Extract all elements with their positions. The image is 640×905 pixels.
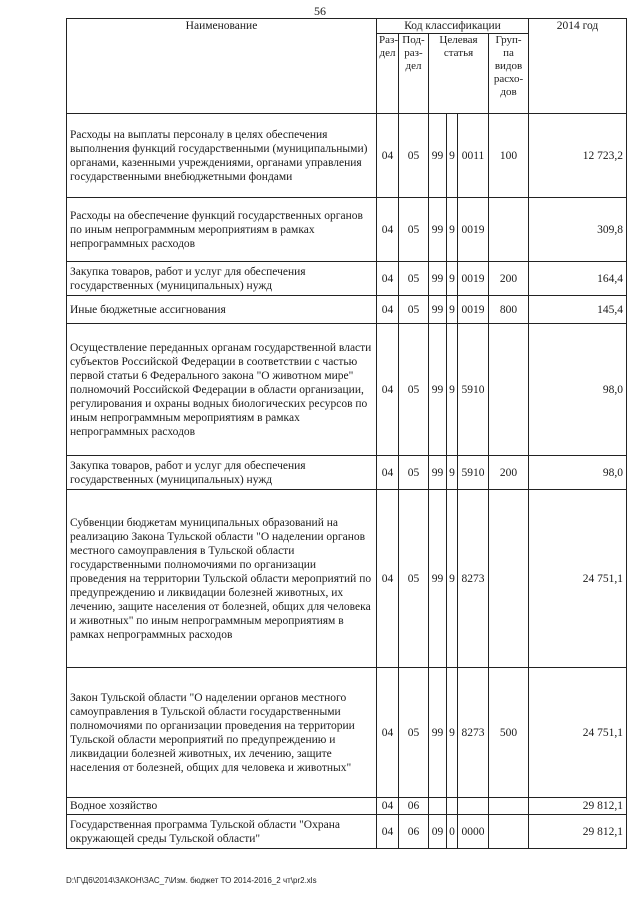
budget-table <box>66 18 627 849</box>
row-section: 04 <box>377 490 399 668</box>
row-subsection: 05 <box>399 262 429 296</box>
row-expense-group: 200 <box>489 456 529 490</box>
row-name: Водное хозяйство <box>67 798 377 815</box>
row-expense-group: 500 <box>489 668 529 798</box>
row-section: 04 <box>377 198 399 262</box>
row-target-program: 99 <box>429 296 447 324</box>
row-expense-group: 100 <box>489 114 529 198</box>
table-row <box>67 198 627 262</box>
row-subsection: 06 <box>399 798 429 815</box>
footer-file-path: D:\Г\Д6\2014\ЗАКОН\ЗАС_7\Изм. бюджет ТО 2014-2016_2 чт\pr2.xls <box>66 876 317 885</box>
row-amount: 24 751,1 <box>529 490 627 668</box>
row-expense-group <box>489 798 529 815</box>
row-target-program: 99 <box>429 262 447 296</box>
row-target-subprogram: 9 <box>447 324 458 456</box>
row-subsection: 06 <box>399 815 429 849</box>
row-target-direction <box>458 798 489 815</box>
page-number: 56 <box>314 4 326 18</box>
row-name: Иные бюджетные ассигнования <box>67 296 377 324</box>
row-target-direction: 0011 <box>458 114 489 198</box>
row-target-subprogram: 9 <box>447 296 458 324</box>
row-target-program: 99 <box>429 324 447 456</box>
row-target-program: 99 <box>429 114 447 198</box>
row-subsection: 05 <box>399 490 429 668</box>
row-target-subprogram: 0 <box>447 815 458 849</box>
table-row <box>67 815 627 849</box>
row-section: 04 <box>377 296 399 324</box>
row-section: 04 <box>377 262 399 296</box>
row-amount: 29 812,1 <box>529 798 627 815</box>
row-expense-group <box>489 490 529 668</box>
row-expense-group <box>489 198 529 262</box>
row-target-direction: 5910 <box>458 456 489 490</box>
table-row <box>67 668 627 798</box>
row-target-subprogram: 9 <box>447 668 458 798</box>
row-target-direction: 8273 <box>458 490 489 668</box>
row-target-direction: 5910 <box>458 324 489 456</box>
row-target-subprogram: 9 <box>447 262 458 296</box>
row-target-program: 99 <box>429 198 447 262</box>
header-expense-group: Груп-па видов расхо-дов <box>489 34 529 114</box>
row-name: Расходы на обеспечение функций государственных органов по иным непрограммным мероприятиям в рамках непрограммных расходов <box>67 198 377 262</box>
row-target-program: 09 <box>429 815 447 849</box>
row-target-program <box>429 798 447 815</box>
row-amount: 309,8 <box>529 198 627 262</box>
row-amount: 12 723,2 <box>529 114 627 198</box>
row-amount: 24 751,1 <box>529 668 627 798</box>
table-row <box>67 262 627 296</box>
row-target-subprogram: 9 <box>447 198 458 262</box>
row-target-program: 99 <box>429 490 447 668</box>
row-section: 04 <box>377 456 399 490</box>
row-target-subprogram <box>447 798 458 815</box>
row-target-subprogram: 9 <box>447 490 458 668</box>
row-section: 04 <box>377 114 399 198</box>
header-section: Раз-дел <box>377 34 399 114</box>
row-target-direction: 8273 <box>458 668 489 798</box>
header-subsection: Под-раз-дел <box>399 34 429 114</box>
row-target-program: 99 <box>429 456 447 490</box>
row-subsection: 05 <box>399 114 429 198</box>
row-section: 04 <box>377 798 399 815</box>
row-expense-group <box>489 324 529 456</box>
table-row <box>67 324 627 456</box>
row-target-direction: 0019 <box>458 296 489 324</box>
row-name: Закупка товаров, работ и услуг для обеспечения государственных (муниципальных) нужд <box>67 456 377 490</box>
table-row <box>67 490 627 668</box>
row-section: 04 <box>377 815 399 849</box>
row-name: Государственная программа Тульской области "Охрана окружающей среды Тульской области" <box>67 815 377 849</box>
header-target-article: Целевая статья <box>429 34 489 114</box>
header-classification: Код классификации <box>377 19 529 34</box>
table-row <box>67 798 627 815</box>
row-target-direction: 0019 <box>458 198 489 262</box>
header-year: 2014 год <box>529 19 627 114</box>
row-expense-group: 800 <box>489 296 529 324</box>
row-expense-group <box>489 815 529 849</box>
header-name: Наименование <box>67 19 377 114</box>
row-subsection: 05 <box>399 198 429 262</box>
table-row <box>67 114 627 198</box>
row-amount: 164,4 <box>529 262 627 296</box>
table-row <box>67 296 627 324</box>
row-subsection: 05 <box>399 296 429 324</box>
row-name: Расходы на выплаты персоналу в целях обеспечения выполнения функций государственными (муниципальными) органами, казенными учреждениями, органами управления государственными внебюджетными фондами <box>67 114 377 198</box>
row-name: Субвенции бюджетам муниципальных образований на реализацию Закона Тульской области "О наделении органов местного самоуправления в Тульской области государственными полномочиями по организации проведения на территории Тульской области мероприятий по предупреждению и ликвидации болезней животных, их лечению, защите населения от болезней, общих для человека и животных" по иным непрограммным мероприятиям в рамках непрограммных расходов <box>67 490 377 668</box>
row-name: Осуществление переданных органам государственной власти субъектов Российской Федерации в соответствии с частью первой статьи 6 Федерального закона "О животном мире" полномочий Российской Федерации в области организации, регулирования и охраны водных биологических ресурсов по иным непрограммным мероприятиям в рамках непрограммных расходов <box>67 324 377 456</box>
row-target-direction: 0019 <box>458 262 489 296</box>
row-name: Закупка товаров, работ и услуг для обеспечения государственных (муниципальных) нужд <box>67 262 377 296</box>
table-row <box>67 456 627 490</box>
row-amount: 98,0 <box>529 456 627 490</box>
row-amount: 145,4 <box>529 296 627 324</box>
row-target-subprogram: 9 <box>447 456 458 490</box>
row-subsection: 05 <box>399 668 429 798</box>
row-amount: 29 812,1 <box>529 815 627 849</box>
row-name: Закон Тульской области "О наделении органов местного самоуправления в Тульской области государственными полномочиями по организации проведения на территории Тульской области мероприятий по предупреждению и ликвидации болезней животных, их лечению, защите населения от болезней, общих для человека и животных" <box>67 668 377 798</box>
row-subsection: 05 <box>399 324 429 456</box>
row-expense-group: 200 <box>489 262 529 296</box>
row-target-direction: 0000 <box>458 815 489 849</box>
row-amount: 98,0 <box>529 324 627 456</box>
row-subsection: 05 <box>399 456 429 490</box>
row-section: 04 <box>377 668 399 798</box>
row-target-program: 99 <box>429 668 447 798</box>
row-section: 04 <box>377 324 399 456</box>
row-target-subprogram: 9 <box>447 114 458 198</box>
